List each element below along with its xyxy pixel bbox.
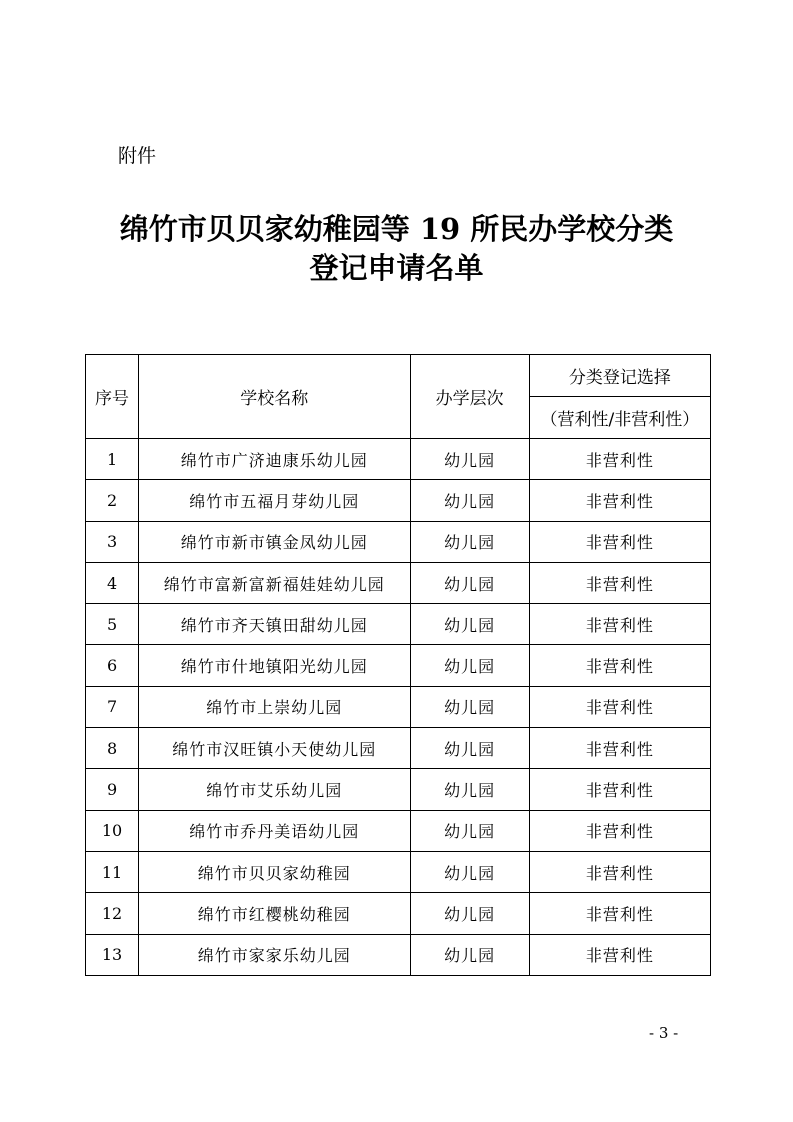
- school-name-cell: 绵竹市贝贝家幼稚园: [139, 851, 410, 892]
- choice-cell: 非营利性: [529, 562, 710, 603]
- table-row: [86, 521, 711, 562]
- school-name-cell: 绵竹市上崇幼儿园: [139, 686, 410, 727]
- seq-cell: 10: [86, 810, 139, 851]
- seq-cell: 2: [86, 480, 139, 521]
- level-cell: 幼儿园: [410, 769, 529, 810]
- school-name-cell: 绵竹市五福月芽幼儿园: [139, 480, 410, 521]
- school-name-cell: 绵竹市广济迪康乐幼儿园: [139, 439, 410, 480]
- table-row: [86, 728, 711, 769]
- choice-cell: 非营利性: [529, 728, 710, 769]
- choice-cell: 非营利性: [529, 934, 710, 975]
- choice-cell: 非营利性: [529, 893, 710, 934]
- school-name-cell: 绵竹市乔丹美语幼儿园: [139, 810, 410, 851]
- table-row: [86, 893, 711, 934]
- level-cell: 幼儿园: [410, 851, 529, 892]
- school-name-cell: 绵竹市汉旺镇小天使幼儿园: [139, 728, 410, 769]
- seq-cell: 8: [86, 728, 139, 769]
- header-seq: 序号: [86, 355, 139, 439]
- level-cell: 幼儿园: [410, 645, 529, 686]
- table-row: [86, 439, 711, 480]
- school-name-cell: 绵竹市齐天镇田甜幼儿园: [139, 604, 410, 645]
- header-choice: 分类登记选择: [529, 355, 710, 397]
- level-cell: 幼儿园: [410, 934, 529, 975]
- seq-cell: 5: [86, 604, 139, 645]
- level-cell: 幼儿园: [410, 686, 529, 727]
- choice-cell: 非营利性: [529, 480, 710, 521]
- school-name-cell: 绵竹市艾乐幼儿园: [139, 769, 410, 810]
- seq-cell: 1: [86, 439, 139, 480]
- seq-cell: 7: [86, 686, 139, 727]
- table-row: [86, 769, 711, 810]
- attachment-label: 附件: [118, 145, 157, 167]
- level-cell: 幼儿园: [410, 810, 529, 851]
- choice-cell: 非营利性: [529, 810, 710, 851]
- seq-cell: 3: [86, 521, 139, 562]
- level-cell: 幼儿园: [410, 604, 529, 645]
- table-row: [86, 480, 711, 521]
- choice-cell: 非营利性: [529, 439, 710, 480]
- school-name-cell: 绵竹市富新富新福娃娃幼儿园: [139, 562, 410, 603]
- level-cell: 幼儿园: [410, 439, 529, 480]
- school-name-cell: 绵竹市新市镇金凤幼儿园: [139, 521, 410, 562]
- choice-cell: 非营利性: [529, 686, 710, 727]
- table-row: [86, 562, 711, 603]
- school-name-cell: 绵竹市红樱桃幼稚园: [139, 893, 410, 934]
- document-title-line1: 绵竹市贝贝家幼稚园等 19 所民办学校分类: [119, 212, 674, 246]
- table-row: [86, 645, 711, 686]
- table-row: [86, 934, 711, 975]
- choice-cell: 非营利性: [529, 521, 710, 562]
- choice-cell: 非营利性: [529, 851, 710, 892]
- school-list-table: [85, 354, 711, 976]
- seq-cell: 6: [86, 645, 139, 686]
- level-cell: 幼儿园: [410, 728, 529, 769]
- seq-cell: 11: [86, 851, 139, 892]
- school-name-cell: 绵竹市什地镇阳光幼儿园: [139, 645, 410, 686]
- seq-cell: 13: [86, 934, 139, 975]
- choice-cell: 非营利性: [529, 645, 710, 686]
- table-row: [86, 851, 711, 892]
- table-row: [86, 686, 711, 727]
- level-cell: 幼儿园: [410, 480, 529, 521]
- school-name-cell: 绵竹市家家乐幼儿园: [139, 934, 410, 975]
- seq-cell: 12: [86, 893, 139, 934]
- table-body: [86, 439, 711, 976]
- table-row: [86, 604, 711, 645]
- header-choice-sub: （营利性/非营利性）: [529, 397, 710, 439]
- seq-cell: 4: [86, 562, 139, 603]
- header-school-name: 学校名称: [139, 355, 410, 439]
- choice-cell: 非营利性: [529, 604, 710, 645]
- choice-cell: 非营利性: [529, 769, 710, 810]
- level-cell: 幼儿园: [410, 893, 529, 934]
- page-number: - 3 -: [649, 1024, 679, 1042]
- seq-cell: 9: [86, 769, 139, 810]
- level-cell: 幼儿园: [410, 562, 529, 603]
- level-cell: 幼儿园: [410, 521, 529, 562]
- header-level: 办学层次: [410, 355, 529, 439]
- document-title-line2: 登记申请名单: [309, 251, 484, 285]
- table-row: [86, 810, 711, 851]
